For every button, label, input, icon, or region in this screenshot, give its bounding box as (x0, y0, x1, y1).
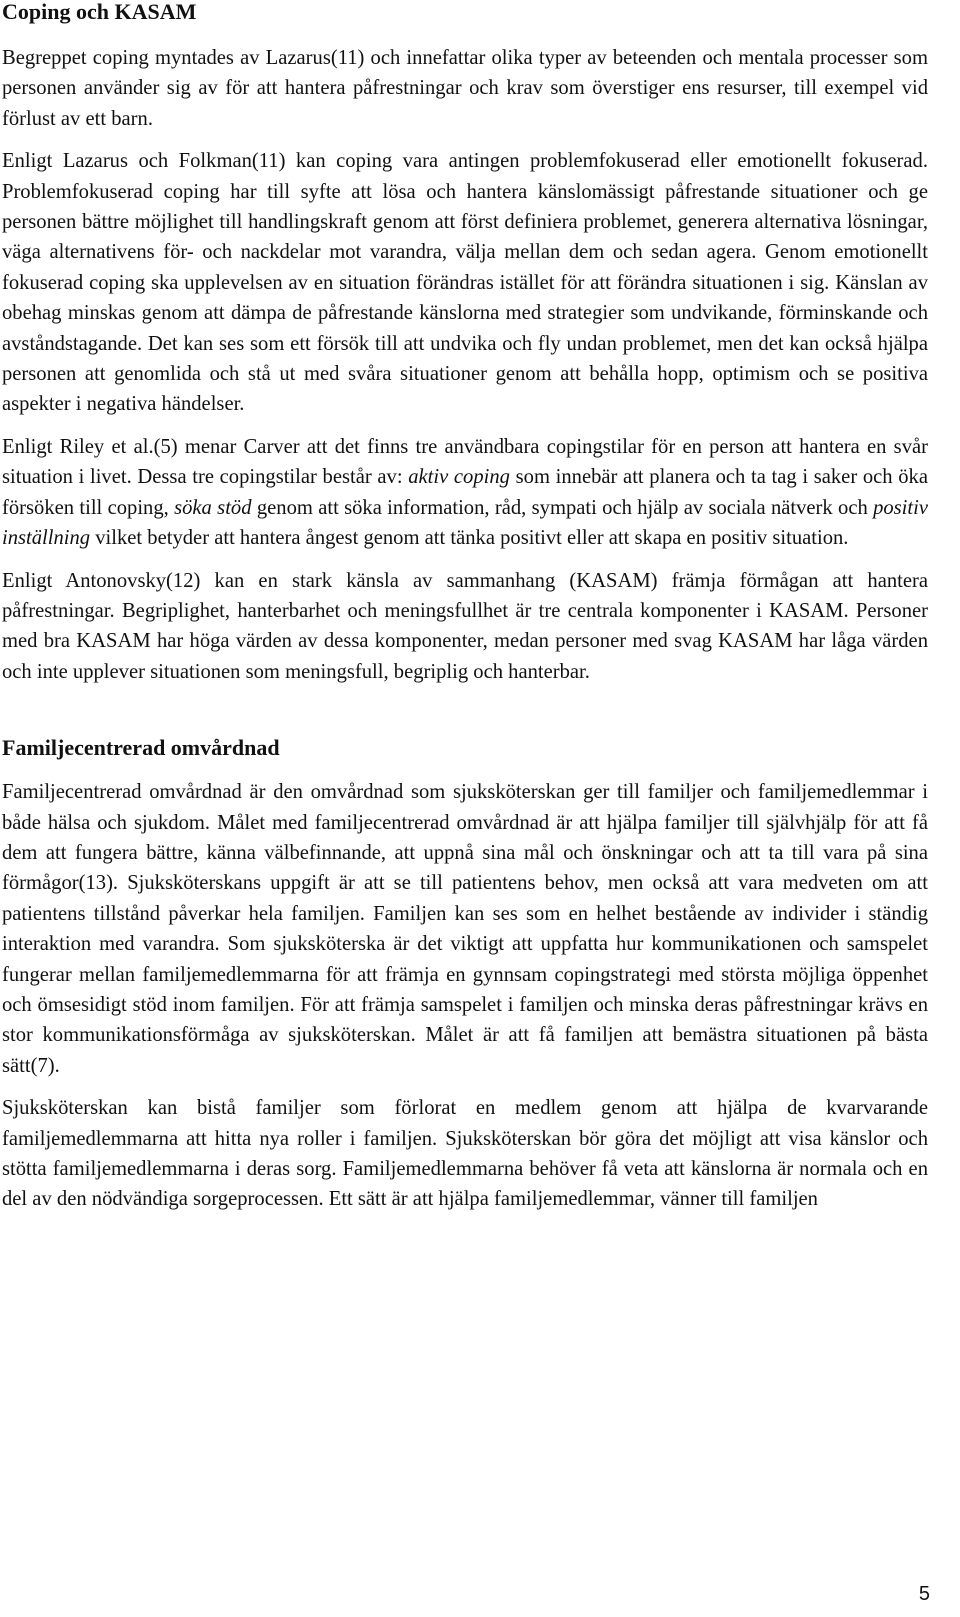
paragraph-coping-definition: Begreppet coping myntades av Lazarus(11) och innefattar olika typer av beteenden och mentala processer som personen använder sig av för att hantera påfrestningar och krav som överstiger ens resurser, till exempel vid förlust av ett barn. (2, 47, 928, 130)
paragraph-sjukskoterskan-bista: Sjuksköterskan kan bistå familjer som förlorat en medlem genom att hjälpa de kvarvarande familjemedlemmarna att hitta nya roller i familjen. Sjuksköterskan bör göra det möjligt att visa känslor och stötta familjemedlemmarna i deras sorg. Familjemedlemmarna behöver få veta att känslorna är normala och en del av den nödvändiga sorgeprocessen. Ett sätt är att hjälpa familjemedlemmar, vänner till familjen (2, 1097, 928, 1211)
section-heading-coping-kasam: Coping och KASAM (2, 0, 197, 24)
section-heading-familjecentrerad: Familjecentrerad omvårdnad (2, 735, 280, 761)
paragraph-text: som innebär att planera och ta tag i saker och öka försöken till coping, (2, 466, 928, 519)
page-number: 5 (918, 1583, 930, 1605)
term-soka-stod: söka stöd (174, 496, 252, 519)
paragraph-text: genom att söka information, råd, sympati och hjälp av sociala nätverk och (251, 496, 874, 519)
paragraph-lazarus-folkman: Enligt Lazarus och Folkman(11) kan coping vara antingen problemfokuserad eller emotionellt fokuserad. Problemfokuserad coping har till syfte att lösa och hantera känslomässigt påfrestande situationer och ge personen bättre möjlighet till handlingskraft genom att först definiera problemet, generera alternativa lösningar, väga alternativens för- och nackdelar mot varandra, välja mellan dem och sedan agera. Genom emotionellt fokuserad coping ska upplevelsen av en situation förändras istället för att förändra situationen i sig. Känslan av obehag minskas genom att dämpa de påfrestande känslorna med strategier som undvikande, förminskande och avståndstagande. Det kan ses som ett försök till att undvika och fly undan problemet, men det kan också hjälpa personen att genomlida och stå ut med svåra situationer genom att behålla hopp, optimism och se positiva aspekter i negativa händelser. (2, 150, 928, 416)
paragraph-text: vilket betyder att hantera ångest genom att tänka positivt eller att skapa en positiv situation. (90, 527, 849, 550)
paragraph-antonovsky-kasam: Enligt Antonovsky(12) kan en stark känsla av sammanhang (KASAM) främja förmågan att hantera påfrestningar. Begriplighet, hanterbarhet och meningsfullhet är tre centrala komponenter i KASAM. Personer med bra KASAM har höga värden av dessa komponenter, medan personer med svag KASAM har låga värden och inte upplever situationen som meningsfull, begriplig och hanterbar. (2, 569, 928, 683)
paragraph-text: Enligt Riley et al.(5) menar Carver att det finns tre användbara copingstilar för en person att hantera en svår situation i livet. Dessa tre copingstilar består av: (2, 435, 928, 489)
term-aktiv-coping: aktiv coping (408, 466, 510, 489)
paragraph-carver-copingstilar (2, 432, 928, 554)
paragraph-familjecentrerad-omvardnad: Familjecentrerad omvårdnad är den omvårdnad som sjuksköterskan ger till familjer och familjemedlemmar i både hälsa och sjukdom. Målet med familjecentrerad omvårdnad är att hjälpa familjer till självhjälp för att få dem att fungera bättre, känna välbefinnande, att uppnå sina mål och önskningar och att ta till vara på sina förmågor(13). Sjuksköterskans uppgift är att se till patientens behov, men också att vara medveten om att patientens tillstånd påverkar hela familjen. Familjen kan ses som en helhet bestående av individer i ständig interaktion med varandra. Som sjuksköterska är det viktigt att uppfatta hur kommunikationen och samspelet fungerar mellan familjemedlemmarna för att främja en gynnsam copingstrategi med största möjliga öppenhet och ömsesidigt stöd inom familjen. För att främja samspelet i familjen och minska deras påfrestningar krävs en stor kommunikationsförmåga av sjuksköterskan. Målet är att få familjen att bemästra situationen på bästa sätt(7). (2, 781, 928, 1077)
term-positiv-installning: positiv inställning (2, 496, 928, 550)
page-content (2, 0, 928, 1227)
